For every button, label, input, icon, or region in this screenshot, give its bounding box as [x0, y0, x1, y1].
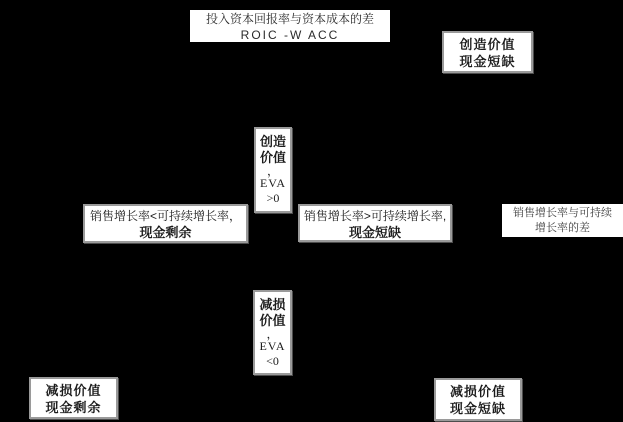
center-label-line: ，: [266, 327, 279, 341]
growth-label-above-sustainable-cash-shortage: [298, 204, 452, 242]
vertical-axis-label: [190, 10, 390, 42]
center-label-line: >0: [266, 191, 280, 205]
center-label-line: EVA: [259, 176, 287, 190]
center-label-line: 创造: [259, 134, 286, 149]
growth-label-line: 现金剩余: [139, 225, 192, 240]
quadrant-label: 减损价值: [449, 384, 506, 399]
quadrant-label: 现金短缺: [459, 54, 516, 69]
quadrant-label: 创造价值: [459, 37, 516, 52]
axis-top-line1: 投入资本回报率与资本成本的差: [205, 12, 374, 26]
center-label-line: ，: [266, 164, 279, 178]
quadrant-destroy-value-cash-shortage: [434, 378, 522, 421]
quadrant-create-value-cash-shortage: [442, 31, 533, 73]
quadrant-label: 现金剩余: [45, 400, 102, 415]
center-label-line: 价值: [259, 313, 286, 328]
axis-right-line2: 增长率的差: [535, 222, 590, 234]
growth-label-below-sustainable-cash-surplus: [83, 204, 248, 243]
growth-label-line: 销售增长率>可持续增长率,: [303, 209, 447, 223]
growth-label-line: 现金短缺: [348, 225, 401, 240]
growth-label-line: 销售增长率<可持续增长率，: [89, 209, 241, 223]
center-label-line: <0: [266, 354, 279, 368]
axis-right-line1: 销售增长率与可持续: [513, 207, 612, 219]
center-label-value-destruction-eva-negative: [253, 290, 292, 375]
center-label-line: 减损: [259, 297, 286, 312]
center-label-line: 价值: [259, 150, 286, 165]
center-label-value-creation-eva-positive: [254, 127, 292, 213]
quadrant-label: 减损价值: [45, 383, 102, 398]
quadrant-destroy-value-cash-surplus: [29, 377, 118, 419]
horizontal-axis-label: [502, 204, 623, 237]
quadrant-label: 现金短缺: [449, 401, 506, 416]
axis-top-line2: ROIC -W ACC: [240, 28, 340, 42]
center-label-line: EVA: [259, 339, 286, 353]
